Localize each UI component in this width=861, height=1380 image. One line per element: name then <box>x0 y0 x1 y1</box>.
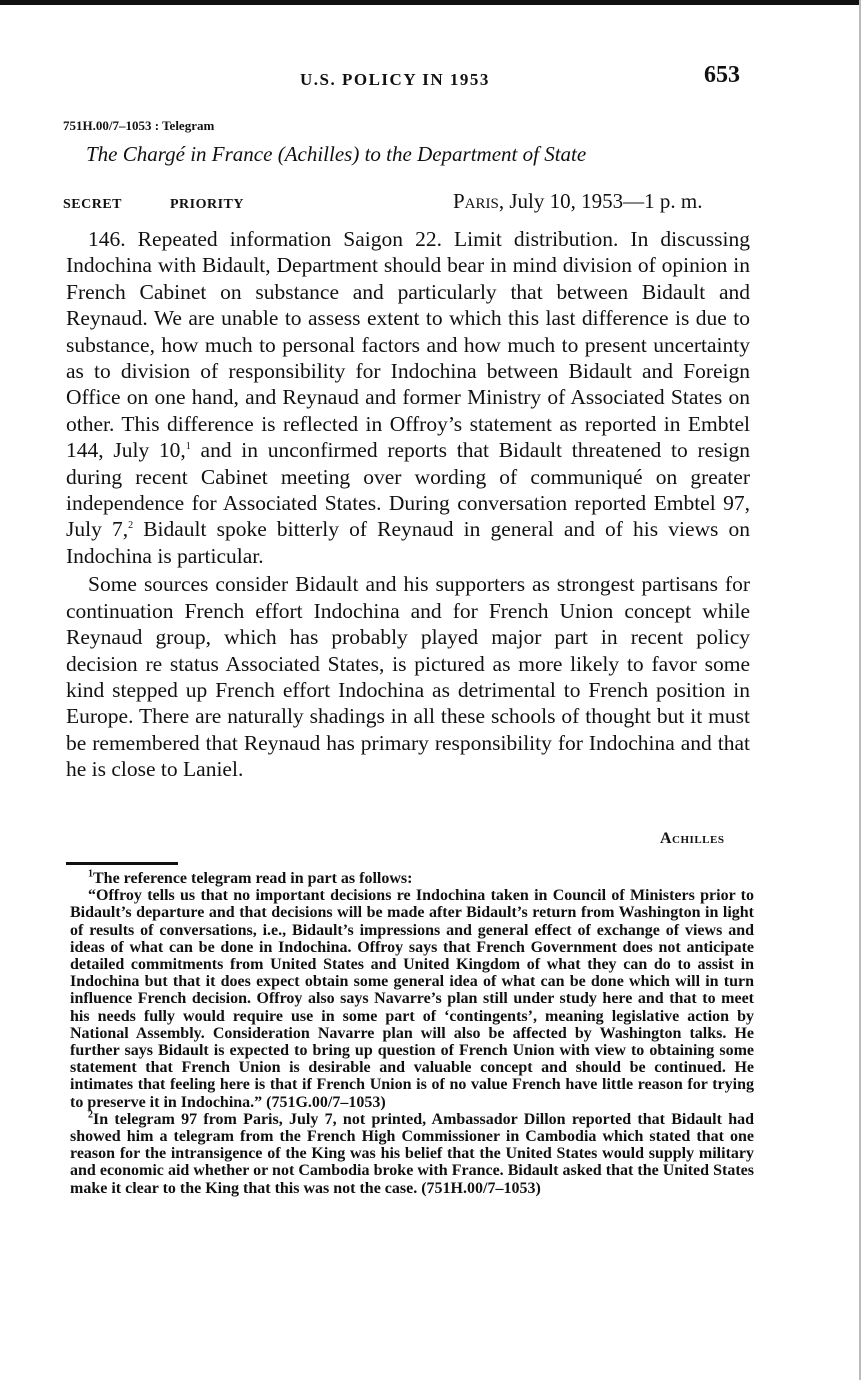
footnote-2-text: In telegram 97 from Paris, July 7, not printed, Ambassador Dillon reported that Bidault had showed him a telegram from the French High Commissioner in Cambodia which stated that one reason for the intransigence of the King was his belief that the United States would supply military and economic aid whether or not Cambodia broke with France. Bidault asked that the United States make it clear to the King that this was not the case. (751H.00/7–1053) <box>70 1110 754 1197</box>
body-paragraph-1 <box>66 226 750 569</box>
footnote-1-intro <box>70 870 754 887</box>
classification-label: SECRET <box>63 197 123 212</box>
dateline-date: July 10, 1953—1 p. m. <box>504 189 703 213</box>
footnote-1-intro-text: The reference telegram read in part as follows: <box>93 870 413 887</box>
footnote-divider <box>66 862 178 865</box>
precedence-label: PRIORITY <box>170 197 245 212</box>
footnote-ref-2: 2 <box>128 520 134 532</box>
paragraph-1-part-2: and in unconfirmed reports that Bidault threatened to resign during recent Cabinet meeting over wording of communiqué on greater independence for Associated States. During conversation reported Embtel 97, July 7, <box>66 438 750 542</box>
footnote-1-quote: “Offroy tells us that no important decisions re Indochina taken in Council of Ministers prior to Bidault’s departure and that decisions will be made after Bidault’s return from Washington in light of results of conversations, i.e., Bidault’s impressions and general effect of exchange of views and ideas of what can be done in Indochina. Offroy says that French Government does not anticipate detailed commitments from United States and United Kingdom of what they can do to assist in Indochina but that it does expect obtain some general idea of what can be done which will in turn influence French decision. Offroy also says Navarre’s plan still under study here and that to meet his needs fully would require use in some part of ‘contingents’, meaning legislative action by National Assembly. Consideration Navarre plan will also be affected by Washington talks. He further says Bidault is expected to bring up question of French Union with view to obtaining some statement that French Union is desirable and valuable concept and should be continued. He intimates that feeling here is that if French Union is of no value French have little reason for trying to preserve it in Indochina.” (751G.00/7–1053) <box>70 887 754 1111</box>
paragraph-1-part-3: Bidault spoke bitterly of Reynaud in general and of his views on Indochina is particular. <box>66 517 750 568</box>
paragraph-1-part-1: 146. Repeated information Saigon 22. Limit distribution. In discussing Indochina with Bidault, Department should bear in mind division of opinion in French Cabinet on substance and particularly that between Bidault and Reynaud. We are unable to assess extent to which this last difference is due to substance, how much to personal factors and how much to present uncertainty as to division of responsibility for Indochina between Bidault and Foreign Office on one hand, and Reynaud and former Ministry of Associated States on other. This difference is reflected in Offroy’s statement as reported in Embtel 144, July 10, <box>66 227 750 463</box>
body-paragraph-2: Some sources consider Bidault and his supporters as strongest partisans for continuation French effort Indochina and for French Union concept while Reynaud group, which has probably played major part in recent policy decision re status Associated States, is pictured as more likely to favor some kind stepped up French effort Indochina as detrimental to French position in Europe. There are naturally shadings in all these schools of thought but it must be remembered that Reynaud has primary responsibility for Indochina and that he is close to Laniel. <box>66 572 750 782</box>
running-head: U.S. POLICY IN 1953 <box>300 70 490 89</box>
telegram-body <box>66 226 750 783</box>
dateline-place: Paris, <box>453 189 505 213</box>
footnotes <box>70 870 754 1197</box>
document-title: The Chargé in France (Achilles) to the Department of State <box>86 142 587 166</box>
dateline <box>453 189 702 214</box>
page-top-edge <box>0 0 861 5</box>
footnote-1-marker: 1 <box>88 868 93 880</box>
footnote-2-marker: 2 <box>88 1109 93 1121</box>
file-reference: 751H.00/7–1053 : Telegram <box>63 118 215 133</box>
footnote-ref-1: 1 <box>185 441 191 453</box>
signature <box>660 830 724 848</box>
footnote-2 <box>70 1111 754 1197</box>
page-number: 653 <box>704 62 740 88</box>
signature-name: Achilles <box>660 830 725 847</box>
